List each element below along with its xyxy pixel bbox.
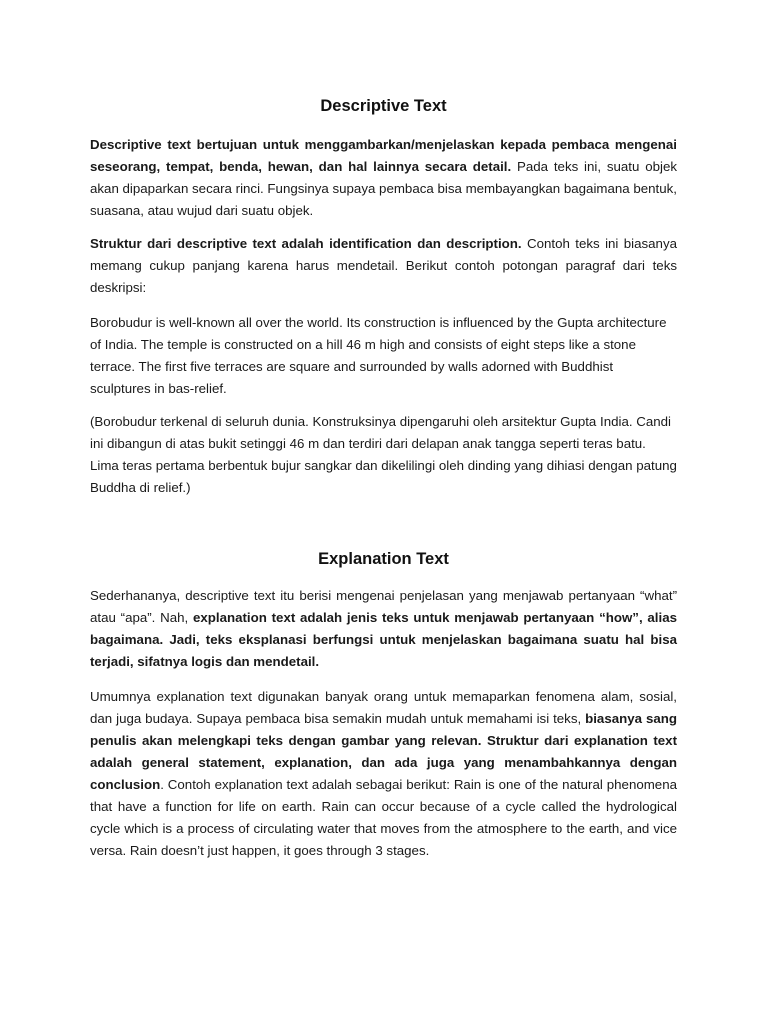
explanation-bold-text: explanation text adalah jenis teks untuk menjawab pertanyaan “how”, alias bagaimana. Jadi, teks eksplanasi berfungsi untuk menjelaskan bagaimana suatu hal bisa terjadi, sifatnya logis dan mendetail. [90, 610, 677, 669]
section-title-descriptive: Descriptive Text [320, 97, 447, 115]
structure-bold-text: Struktur dari descriptive text adalah identification dan description. [90, 236, 522, 251]
usage-example-text: . Contoh explanation text adalah sebagai berikut: Rain is one of the natural phenomena that have a function for life on earth. Rain can occur because of a cycle called the hydrological cycle which is a process of circulating water that moves from the atmosphere to the earth, and vice versa. Rain doesn’t just happen, it goes through 3 stages. [90, 777, 677, 858]
paragraph-example-translation: (Borobudur terkenal di seluruh dunia. Konstruksinya dipengaruhi oleh arsitektur Gupta India. Candi ini dibangun di atas bukit setinggi 46 m dan terdiri dari delapan anak tangga seperti teras batu. Lima teras pertama berbentuk bujur sangkar dan dikelilingi oleh dinding yang dihiasi dengan patung Buddha di relief.) [90, 414, 677, 495]
paragraph-explanation-usage [90, 686, 677, 862]
paragraph-structure [90, 233, 677, 299]
definition-text: Pada teks ini, suatu objek akan dipaparkan secara rinci. Fungsinya supaya pembaca bisa membayangkan bagaimana bentuk, suasana, atau wujud dari suatu objek. [90, 159, 677, 218]
structure-text: Contoh teks ini biasanya memang cukup panjang karena harus mendetail. Berikut contoh potongan paragraf dari teks deskripsi: [90, 236, 677, 295]
definition-bold-text: Descriptive text bertujuan untuk menggambarkan/menjelaskan kepada pembaca mengenai seseorang, tempat, benda, hewan, dan hal lainnya secara detail. [90, 137, 677, 174]
usage-bold-text: biasanya sang penulis akan melengkapi teks dengan gambar yang relevan. Struktur dari explanation text adalah general statement, explanation, dan ada juga yang menambahkannya dengan conclusion [90, 711, 677, 792]
paragraph-example-english: Borobudur is well-known all over the world. Its construction is influenced by the Gupta architecture of India. The temple is constructed on a hill 46 m high and consists of eight steps like a stone terrace. The first five terraces are square and surrounded by walls adorned with Buddhist sculptures in bas-relief. [90, 315, 667, 396]
paragraph-definition [90, 134, 677, 222]
usage-intro-text: Umumnya explanation text digunakan banyak orang untuk memaparkan fenomena alam, sosial, dan juga budaya. Supaya pembaca bisa semakin mudah untuk memahami isi teks, [90, 689, 677, 726]
paragraph-explanation-definition [90, 585, 677, 673]
explanation-intro-text: Sederhananya, descriptive text itu berisi mengenai penjelasan yang menjawab pertanyaan “what” atau “apa”. Nah, [90, 588, 677, 625]
section-title-explanation: Explanation Text [318, 550, 449, 568]
